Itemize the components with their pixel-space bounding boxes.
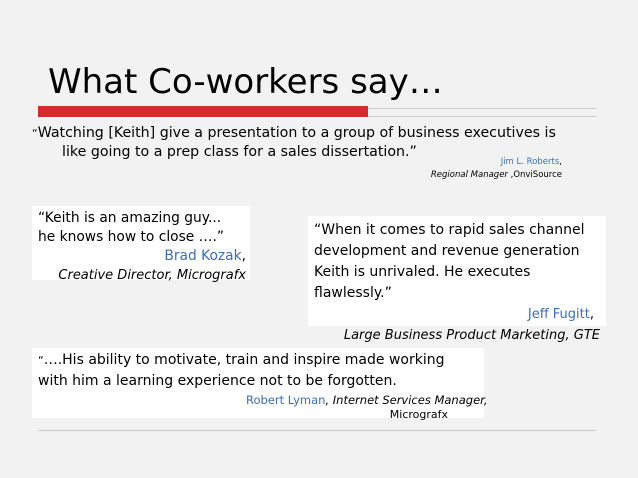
quote-kozak-line-1: “Keith is an amazing guy... bbox=[38, 210, 222, 226]
quote-fugitt-line-1: “When it comes to rapid sales channel bbox=[314, 222, 585, 238]
attribution-separator: , bbox=[241, 248, 246, 264]
quote-fugitt-line-4: flawlessly.” bbox=[314, 285, 392, 301]
attribution-role: Large Business Product Marketing, GTE bbox=[343, 328, 600, 343]
quote-roberts-line-2: like going to a prep class for a sales dissertation.” bbox=[62, 144, 417, 160]
attribution-separator: , bbox=[589, 307, 594, 322]
attribution-role: , Internet Services Manager, bbox=[325, 393, 488, 407]
quote-card-kozak bbox=[32, 206, 250, 283]
attribution-name: Jeff Fugitt bbox=[527, 307, 590, 322]
attribution-name: Robert Lyman bbox=[246, 393, 326, 407]
quote-lyman-line-1: ….His ability to motivate, train and inspire made working bbox=[43, 352, 445, 368]
attribution-roberts bbox=[431, 156, 562, 182]
attribution-role: Creative Director, Micrografx bbox=[58, 268, 246, 283]
open-quote-mark: “ bbox=[38, 354, 44, 367]
quote-card-lyman bbox=[32, 348, 488, 421]
attribution-company: ,OnviSource bbox=[507, 170, 562, 180]
attribution-separator: , bbox=[559, 157, 562, 167]
quote-lyman-line-2: with him a learning experience not to be forgotten. bbox=[38, 373, 397, 389]
open-quote-mark: “ bbox=[32, 127, 38, 140]
quote-fugitt-line-3: Keith is unrivaled. He executes bbox=[314, 264, 531, 280]
title-divider-line-lower bbox=[368, 116, 596, 117]
title-accent-bar bbox=[38, 106, 368, 117]
attribution-name: Brad Kozak bbox=[164, 248, 242, 264]
bottom-divider-line bbox=[38, 430, 596, 431]
quote-kozak-line-2: he knows how to close ….” bbox=[38, 229, 224, 245]
attribution-role: Regional Manager bbox=[430, 170, 508, 180]
quote-roberts-line-1: Watching [Keith] give a presentation to a group of business executives is bbox=[37, 125, 556, 141]
attribution-company: Micrografx bbox=[389, 408, 448, 421]
quote-fugitt-line-2: development and revenue generation bbox=[314, 243, 580, 259]
quote-card-fugitt bbox=[308, 216, 606, 343]
slide-title: What Co-workers say… bbox=[48, 62, 443, 102]
attribution-name: Jim L. Roberts bbox=[500, 157, 560, 167]
